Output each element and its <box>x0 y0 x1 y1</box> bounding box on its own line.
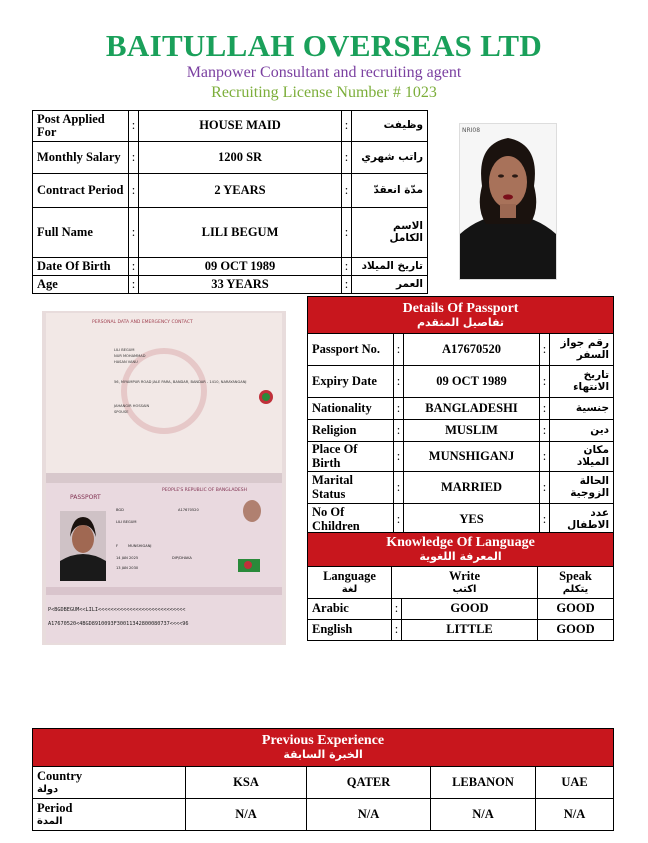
language-row <box>308 599 614 620</box>
info-label: Full Name <box>33 208 129 258</box>
language-name: Arabic <box>308 599 392 620</box>
scan-sex: F <box>116 544 119 548</box>
colon-separator: : <box>540 442 550 472</box>
passport-label: No Of Children <box>308 504 394 536</box>
scan-doi: 14 JAN 2025 <box>116 556 139 560</box>
language-write-level: GOOD <box>402 599 538 620</box>
colon-separator: : <box>394 366 404 398</box>
info-value: 2 YEARS <box>139 174 342 208</box>
passport-label: Marital Status <box>308 472 394 504</box>
passport-details-table <box>307 296 614 536</box>
info-value: 1200 SR <box>139 142 342 174</box>
colon-separator: : <box>394 504 404 536</box>
colon-separator: : <box>540 398 550 420</box>
colon-separator: : <box>342 208 352 258</box>
experience-country-row <box>33 767 614 799</box>
passport-label-arabic: دين <box>550 420 614 442</box>
colon-separator: : <box>342 142 352 174</box>
passport-label-arabic: تاريخ الانتهاء <box>550 366 614 398</box>
info-row <box>33 208 428 258</box>
colon-separator: : <box>342 111 352 142</box>
info-row <box>33 111 428 142</box>
scan-passport-word: PASSPORT <box>70 494 101 501</box>
passport-label-arabic: عدد الاطفال <box>550 504 614 536</box>
passport-label: Expiry Date <box>308 366 394 398</box>
colon-separator: : <box>394 334 404 366</box>
experience-period-label: Period المدة <box>33 799 186 831</box>
info-label-arabic: وظيفت <box>352 111 428 142</box>
info-row <box>33 174 428 208</box>
passport-row <box>308 442 614 472</box>
scan-contact: JAHANGIR HOSSAIN <box>114 404 150 408</box>
colon-separator: : <box>394 420 404 442</box>
experience-country-cell: UAE <box>536 767 614 799</box>
scan-top-title: PERSONAL DATA AND EMERGENCY CONTACT <box>92 320 193 325</box>
passport-row <box>308 334 614 366</box>
info-label: Date Of Birth <box>33 258 129 276</box>
passport-value: YES <box>404 504 540 536</box>
write-header-cell: Write اكتب <box>392 567 538 599</box>
passport-label: Nationality <box>308 398 394 420</box>
info-label: Post Applied For <box>33 111 129 142</box>
info-label-arabic: راتب شهري <box>352 142 428 174</box>
applicant-info-table <box>32 110 428 294</box>
scan-address: 56, MIYAMPUR ROAD JALE PARA, BANDAR, BANDAR - 1410, NARAYANGANJ <box>114 380 247 384</box>
scan-pob: MUNSHIGANJ <box>128 544 152 548</box>
experience-country-cell: QATER <box>307 767 431 799</box>
scan-mrz-line-2: A17670520<4BGD8910093F30011342800080737<<<<96 <box>48 621 189 627</box>
passport-section-title-ar: تفاصيل المتقدم <box>417 315 505 329</box>
info-row <box>33 258 428 276</box>
passport-value: MUSLIM <box>404 420 540 442</box>
colon-separator: : <box>540 366 550 398</box>
info-label: Contract Period <box>33 174 129 208</box>
info-value: LILI BEGUM <box>139 208 342 258</box>
colon-separator: : <box>394 398 404 420</box>
scan-mother: HASAN VANU <box>114 360 138 364</box>
experience-period-cell: N/A <box>307 799 431 831</box>
passport-value: MARRIED <box>404 472 540 504</box>
passport-row <box>308 504 614 536</box>
info-value: HOUSE MAID <box>139 111 342 142</box>
passport-row <box>308 398 614 420</box>
photo-id-text: NRI08 <box>462 127 481 134</box>
experience-section-title-ar: الخبرة السابقة <box>283 748 363 762</box>
experience-country-cell: KSA <box>186 767 307 799</box>
colon-separator: : <box>392 599 402 620</box>
passport-value: BANGLADESHI <box>404 398 540 420</box>
colon-separator: : <box>394 442 404 472</box>
scan-name: LILI BEGUM <box>114 348 135 352</box>
info-value: 33 YEARS <box>139 276 342 294</box>
language-section-title-ar: المعرفة اللغوية <box>419 550 502 564</box>
language-row <box>308 620 614 641</box>
passport-row <box>308 420 614 442</box>
language-speak-level: GOOD <box>538 599 614 620</box>
passport-label-arabic: مكان الميلاد <box>550 442 614 472</box>
info-value: 09 OCT 1989 <box>139 258 342 276</box>
experience-country-label: Country دولة <box>33 767 186 799</box>
info-row <box>33 276 428 294</box>
info-row <box>33 142 428 174</box>
experience-period-cell: N/A <box>186 799 307 831</box>
colon-separator: : <box>129 142 139 174</box>
colon-separator: : <box>342 258 352 276</box>
language-section-header <box>308 533 614 567</box>
colon-separator: : <box>540 504 550 536</box>
info-label-arabic: العمر <box>352 276 428 294</box>
passport-section-title: Details Of Passport <box>402 300 519 316</box>
experience-table <box>32 728 614 831</box>
passport-value: A17670520 <box>404 334 540 366</box>
scan-number: A17670520 <box>178 508 199 512</box>
scan-bio-name: LILI BEGUM <box>116 520 137 524</box>
colon-separator: : <box>129 111 139 142</box>
colon-separator: : <box>129 174 139 208</box>
scan-doe: 13 JAN 2030 <box>116 566 139 570</box>
license-number: Recruiting License Number # 1023 <box>211 84 437 101</box>
language-speak-level: GOOD <box>538 620 614 641</box>
info-label: Monthly Salary <box>33 142 129 174</box>
info-label-arabic: الاسم الكامل <box>352 208 428 258</box>
company-name: BAITULLAH OVERSEAS LTD <box>105 28 543 63</box>
language-section-title: Knowledge Of Language <box>386 535 535 551</box>
scan-bio-title: PEOPLE'S REPUBLIC OF BANGLADESH <box>162 488 247 493</box>
colon-separator: : <box>394 472 404 504</box>
speak-header-cell: Speak يتكلم <box>538 567 614 599</box>
scan-father: NUR MOHAMMAD <box>114 354 146 358</box>
colon-separator: : <box>129 276 139 294</box>
scan-relationship: SPOUSE <box>114 410 129 414</box>
passport-label: Place Of Birth <box>308 442 394 472</box>
language-name: English <box>308 620 392 641</box>
language-header-cell: Language لغة <box>308 567 392 599</box>
experience-period-row <box>33 799 614 831</box>
colon-separator: : <box>129 208 139 258</box>
info-label-arabic: تاريخ الميلاد <box>352 258 428 276</box>
experience-section-header <box>33 729 614 767</box>
colon-separator: : <box>342 276 352 294</box>
colon-separator: : <box>129 258 139 276</box>
applicant-photo <box>459 123 557 280</box>
passport-label-arabic: رقم جواز السفر <box>550 334 614 366</box>
passport-scan-image <box>42 311 286 645</box>
passport-label-arabic: الحالة الزوجية <box>550 472 614 504</box>
language-write-level: LITTLE <box>402 620 538 641</box>
experience-period-cell: N/A <box>431 799 536 831</box>
scan-code: BGD <box>116 508 124 512</box>
company-tagline: Manpower Consultant and recruiting agent <box>186 64 462 81</box>
passport-value: MUNSHIGANJ <box>404 442 540 472</box>
passport-section-header <box>308 297 614 334</box>
passport-label-arabic: جنسية <box>550 398 614 420</box>
colon-separator: : <box>342 174 352 208</box>
colon-separator: : <box>540 420 550 442</box>
language-table <box>307 532 614 641</box>
info-label: Age <box>33 276 129 294</box>
experience-section-title: Previous Experience <box>261 733 385 749</box>
colon-separator: : <box>540 334 550 366</box>
experience-period-cell: N/A <box>536 799 614 831</box>
scan-authority: DIP/DHAKA <box>172 556 192 560</box>
passport-label: Passport No. <box>308 334 394 366</box>
passport-row <box>308 366 614 398</box>
passport-row <box>308 472 614 504</box>
experience-country-cell: LEBANON <box>431 767 536 799</box>
colon-separator: : <box>540 472 550 504</box>
passport-label: Religion <box>308 420 394 442</box>
info-label-arabic: مدّة انعقدّ <box>352 174 428 208</box>
scan-mrz-line-1: P<BGDBEGUM<<LILI<<<<<<<<<<<<<<<<<<<<<<<<<<<< <box>48 607 186 613</box>
colon-separator: : <box>392 620 402 641</box>
passport-value: 09 OCT 1989 <box>404 366 540 398</box>
